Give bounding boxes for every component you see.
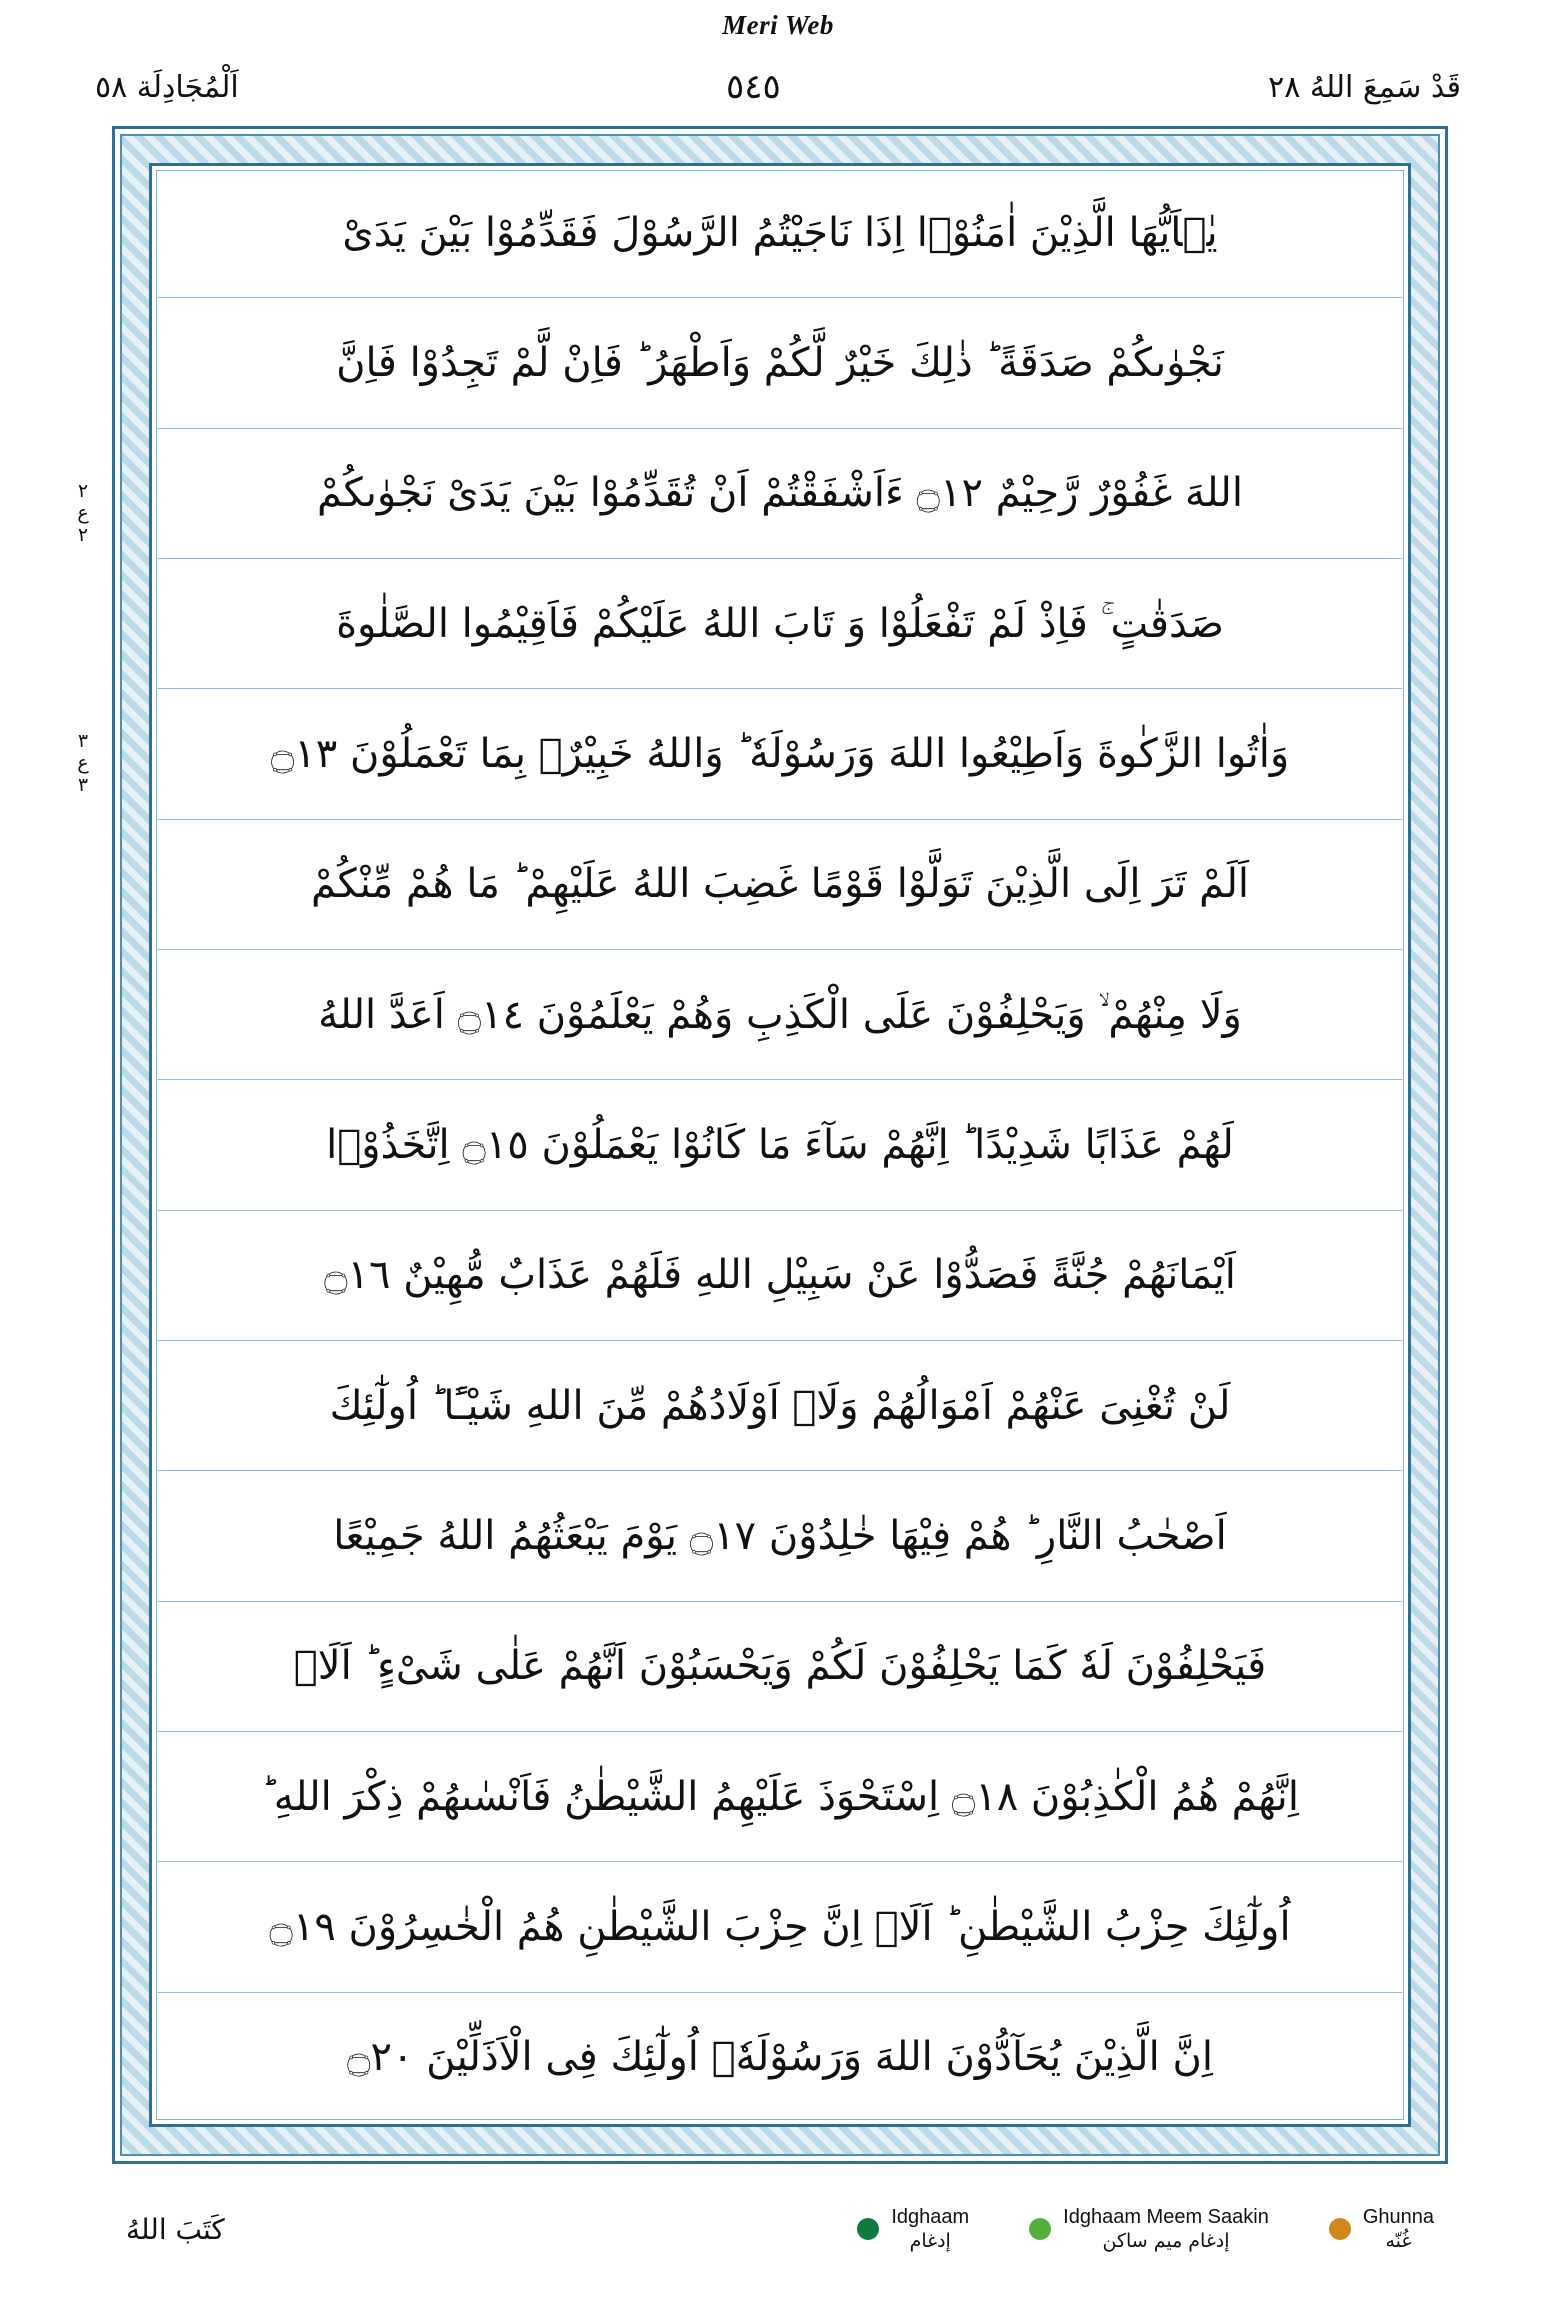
ruku-mark-1-bottom: ٢	[77, 523, 89, 546]
ruku-mark-2	[60, 731, 106, 797]
watermark-text: Meri Web	[722, 10, 834, 40]
ayah-line	[158, 1993, 1402, 2122]
ruku-mark-1	[60, 481, 106, 547]
legend-idghaam-meem-label-en: Idghaam Meem Saakin	[1063, 2205, 1269, 2228]
footer-juz-label: كَتَبَ اللهُ	[126, 2212, 225, 2246]
ayah-line-5-text: وَاٰتُوا الزَّكٰوةَ وَاَطِيْعُوا اللهَ وَرَسُوْلَهٗ ؕ وَاللهُ خَبِيْرٌۢ بِمَا تَعْمَلُوْنَ ۝١٣	[270, 730, 1290, 777]
ayah-line	[158, 820, 1402, 950]
ruku-mark-2-mid: ع	[77, 751, 89, 774]
ayah-lines	[152, 166, 1408, 2124]
legend-item-ghunna	[1329, 2205, 1434, 2254]
ayah-line-3-text: اللهَ غَفُوْرٌ رَّحِيْمٌ ۝١٢ ءَاَشْفَقْتُمْ اَنْ تُقَدِّمُوْا بَيْنَ يَدَىْ نَجْوٰىكُمْ	[317, 470, 1243, 517]
ayah-line-14-text: اُولٰٓئِكَ حِزْبُ الشَّيْطٰنِ ؕ اَلَاۤ اِنَّ حِزْبَ الشَّيْطٰنِ هُمُ الْخٰسِرُوْنَ ۝١٩	[269, 1903, 1291, 1950]
page-border-outer	[112, 126, 1448, 2164]
ayah-line-1-text: يٰۤاَيُّهَا الَّذِيْنَ اٰمَنُوْۤا اِذَا نَاجَيْتُمُ الرَّسُوْلَ فَقَدِّمُوْا بَيْنَ يَدَىْ	[342, 209, 1218, 256]
page-border-inner	[149, 163, 1411, 2127]
ayah-line-11-text: اَصْحٰبُ النَّارِ ؕ هُمْ فِيْهَا خٰلِدُوْنَ ۝١٧ يَوْمَ يَبْعَثُهُمُ اللهُ جَمِيْعًا	[333, 1512, 1227, 1559]
tajweed-legend	[857, 2205, 1434, 2254]
ayah-line-15-text: اِنَّ الَّذِيْنَ يُحَآدُّوْنَ اللهَ وَرَسُوْلَهٗۤ اُولٰٓئِكَ فِى الْاَذَلِّيْنَ ۝٢٠	[347, 2034, 1213, 2081]
ayah-line	[158, 950, 1402, 1080]
ayah-line	[158, 1862, 1402, 1992]
ruku-marks	[60, 126, 106, 2164]
ayah-line	[158, 1211, 1402, 1341]
ghunna-color-dot	[1329, 2218, 1351, 2240]
legend-idghaam-label-ar: إدغام	[909, 2229, 951, 2252]
ayah-line-8-text: لَهُمْ عَذَابًا شَدِيْدًا ؕ اِنَّهُمْ سَآءَ مَا كَانُوْا يَعْمَلُوْنَ ۝١٥ اِتَّخَذُوْۤا	[326, 1121, 1234, 1168]
ayah-line-7-text: وَلَا مِنْهُمْ ۙ وَيَحْلِفُوْنَ عَلَى الْكَذِبِ وَهُمْ يَعْلَمُوْنَ ۝١٤ اَعَدَّ اللهُ	[318, 991, 1242, 1038]
ayah-line-10-text: لَنْ تُغْنِىَ عَنْهُمْ اَمْوَالُهُمْ وَلَاۤ اَوْلَادُهُمْ مِّنَ اللهِ شَيْـًٔا ؕ اُولٰٓئِكَ	[329, 1382, 1231, 1429]
ayah-line	[158, 1341, 1402, 1471]
page-footer	[112, 2186, 1448, 2272]
ayah-line-2-text: نَجْوٰىكُمْ صَدَقَةً ؕ ذٰلِكَ خَيْرٌ لَّكُمْ وَاَطْهَرُ ؕ فَاِنْ لَّمْ تَجِدُوْا فَاِنَّ	[336, 339, 1224, 386]
ayah-line-6-text: اَلَمْ تَرَ اِلَى الَّذِيْنَ تَوَلَّوْا قَوْمًا غَضِبَ اللهُ عَلَيْهِمْ ؕ مَا هُمْ مِّنْكُمْ	[310, 861, 1250, 908]
legend-ghunna-label-en: Ghunna	[1362, 2205, 1434, 2228]
ayah-line-9-text: اَيْمَانَهُمْ جُنَّةً فَصَدُّوْا عَنْ سَبِيْلِ اللهِ فَلَهُمْ عَذَابٌ مُّهِيْنٌ ۝١٦	[324, 1252, 1236, 1299]
ruku-mark-1-top: ٢	[77, 480, 89, 502]
page-number: ٥٤٥	[726, 67, 781, 107]
page-header	[95, 62, 1461, 112]
ruku-mark-2-top: ٣	[77, 730, 89, 752]
header-surah-label: اَلْمُجَادِلَة ٥٨	[95, 69, 239, 105]
legend-ghunna-text	[1363, 2205, 1434, 2254]
ruku-mark-1-mid: ع	[77, 501, 89, 524]
ayah-line	[158, 689, 1402, 819]
ruku-mark-2-bottom: ٣	[77, 773, 89, 796]
legend-idghaam-text	[891, 2205, 969, 2254]
ayah-line-12-text: فَيَحْلِفُوْنَ لَهٗ كَمَا يَحْلِفُوْنَ لَكُمْ وَيَحْسَبُوْنَ اَنَّهُمْ عَلٰى شَىْءٍ ؕ اَلَاۤ	[293, 1643, 1267, 1690]
ayah-line	[158, 1471, 1402, 1601]
ayah-line	[158, 1732, 1402, 1862]
ayah-line	[158, 559, 1402, 689]
ayah-line	[158, 1602, 1402, 1732]
legend-item-idghaam	[857, 2205, 969, 2254]
idghaam-color-dot	[857, 2218, 879, 2240]
ayah-line	[158, 1080, 1402, 1210]
legend-idghaam-label-en: Idghaam	[891, 2205, 970, 2228]
ayah-line-4-text: صَدَقٰتٍ ۚ فَاِذْ لَمْ تَفْعَلُوْا وَ تَابَ اللهُ عَلَيْكُمْ فَاَقِيْمُوا الصَّلٰوةَ	[336, 600, 1224, 647]
ayah-line	[158, 429, 1402, 559]
ayah-line-13-text: اِنَّهُمْ هُمُ الْكٰذِبُوْنَ ۝١٨ اِسْتَحْوَذَ عَلَيْهِمُ الشَّيْطٰنُ فَاَنْسٰىهُمْ ذِكْرَ اللهِ ؕ	[261, 1773, 1299, 1820]
ayah-line	[158, 168, 1402, 298]
legend-idghaam-meem-text	[1063, 2205, 1269, 2254]
legend-ghunna-label-ar: غُنّه	[1385, 2229, 1412, 2252]
header-juz-label: قَدْ سَمِعَ اللهُ ٢٨	[1268, 69, 1461, 105]
ayah-line	[158, 298, 1402, 428]
idghaam-meem-saakin-color-dot	[1029, 2218, 1051, 2240]
legend-idghaam-meem-label-ar: إدغام ميم ساكن	[1102, 2229, 1230, 2252]
legend-item-idghaam-meem-saakin	[1029, 2205, 1269, 2254]
